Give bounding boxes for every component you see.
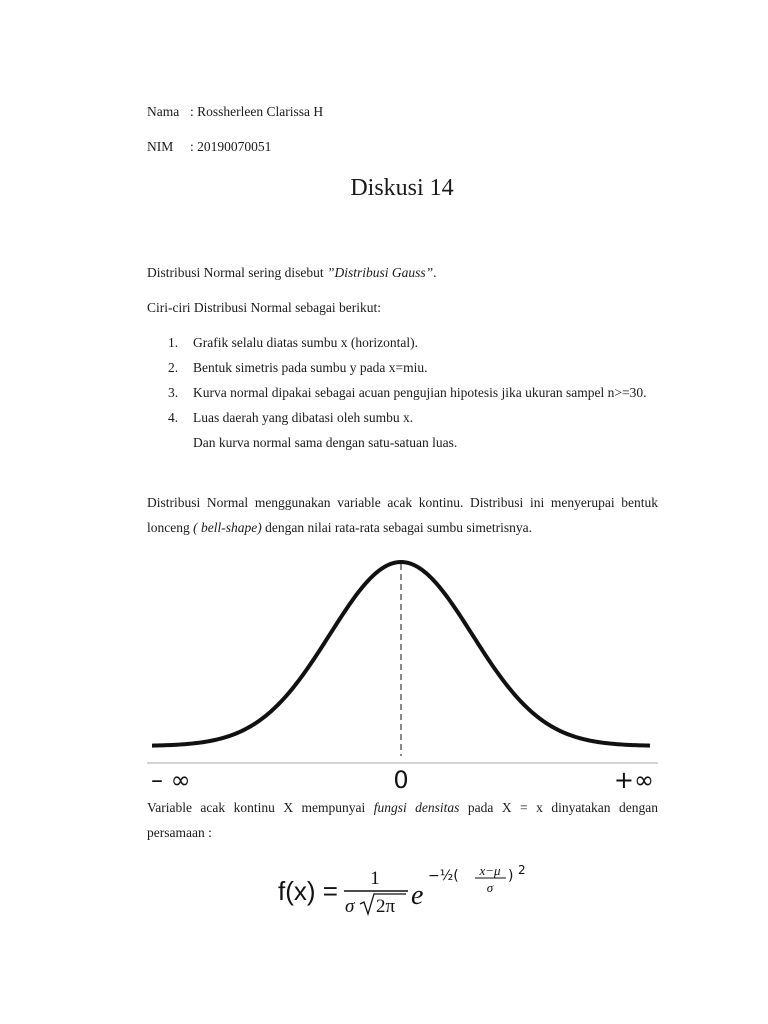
- formula-lhs: f(x) =: [278, 876, 338, 906]
- formula-sigma: σ: [345, 896, 355, 917]
- list-number: 3.: [168, 385, 179, 400]
- density-emphasis: fungsi densitas: [373, 800, 460, 815]
- density-text-end: pada X = x dinyatakan dengan persamaan :: [147, 800, 658, 840]
- formula-svg: [278, 862, 538, 922]
- x-tick-label: – ∞: [151, 766, 191, 794]
- list-number: 4.: [168, 410, 179, 425]
- x-tick-label: +∞: [613, 766, 654, 794]
- list-item: [168, 355, 658, 380]
- intro-suffix: .: [433, 265, 437, 280]
- density-text: Variable acak kontinu X mempunyai: [147, 800, 374, 815]
- bell-shape-emphasis: ( bell-shape): [193, 520, 262, 535]
- intro-text: Distribusi Normal sering disebut: [147, 265, 327, 280]
- list-item-continuation: Dan kurva normal sama dengan satu-satuan luas.: [193, 435, 458, 450]
- list-number: 2.: [168, 360, 179, 375]
- list-number: 1.: [168, 335, 179, 350]
- density-paragraph: [147, 795, 658, 845]
- list-text: Grafik selalu diatas sumbu x (horizontal).: [193, 335, 418, 350]
- page-title: Diskusi 14: [350, 175, 454, 201]
- name-label: Nama: [147, 104, 180, 119]
- chart-svg: [147, 552, 658, 798]
- nim-value: : 20190070051: [190, 139, 272, 154]
- formula-exp-den: σ: [486, 880, 494, 895]
- list-text: Luas daerah yang dibatasi oleh sumbu x.: [193, 410, 414, 425]
- x-tick-label: 0: [393, 766, 409, 794]
- formula-root: 2π: [376, 896, 396, 917]
- list-text: Kurva normal dipakai sebagai acuan pengujian hipotesis jika ukuran sampel n>=30.: [193, 385, 647, 400]
- nim-label: NIM: [147, 139, 174, 154]
- characteristics-heading: Ciri-ciri Distribusi Normal sebagai berikut:: [147, 300, 381, 315]
- density-formula: [278, 862, 538, 922]
- list-item: [168, 380, 658, 405]
- formula-exp-power: 2: [518, 863, 526, 877]
- formula-exp-num: x−μ: [479, 863, 501, 878]
- nim-row: [147, 139, 271, 155]
- name-row: [147, 104, 323, 120]
- formula-numerator: 1: [370, 868, 380, 889]
- formula-exp-close: ): [508, 868, 514, 884]
- formula-base: e: [411, 880, 424, 911]
- continuous-text: Distribusi Normal menggunakan variable acak kontinu. Distribusi ini menyerupai bentuk lonceng: [147, 495, 658, 535]
- list-item: [168, 405, 658, 430]
- continuous-text-end: dengan nilai rata-rata sebagai sumbu simetrisnya.: [261, 520, 533, 535]
- intro-emphasis: ”Distribusi Gauss”: [326, 265, 434, 280]
- continuous-paragraph: [147, 490, 658, 540]
- formula-exp-minus-half: −½(: [428, 868, 459, 884]
- intro-paragraph: [147, 260, 658, 285]
- characteristics-list: [168, 330, 658, 455]
- normal-distribution-chart: [147, 552, 658, 798]
- list-item: [168, 330, 658, 355]
- list-text: Bentuk simetris pada sumbu y pada x=miu.: [193, 360, 428, 375]
- name-value: : Rossherleen Clarissa H: [190, 104, 324, 119]
